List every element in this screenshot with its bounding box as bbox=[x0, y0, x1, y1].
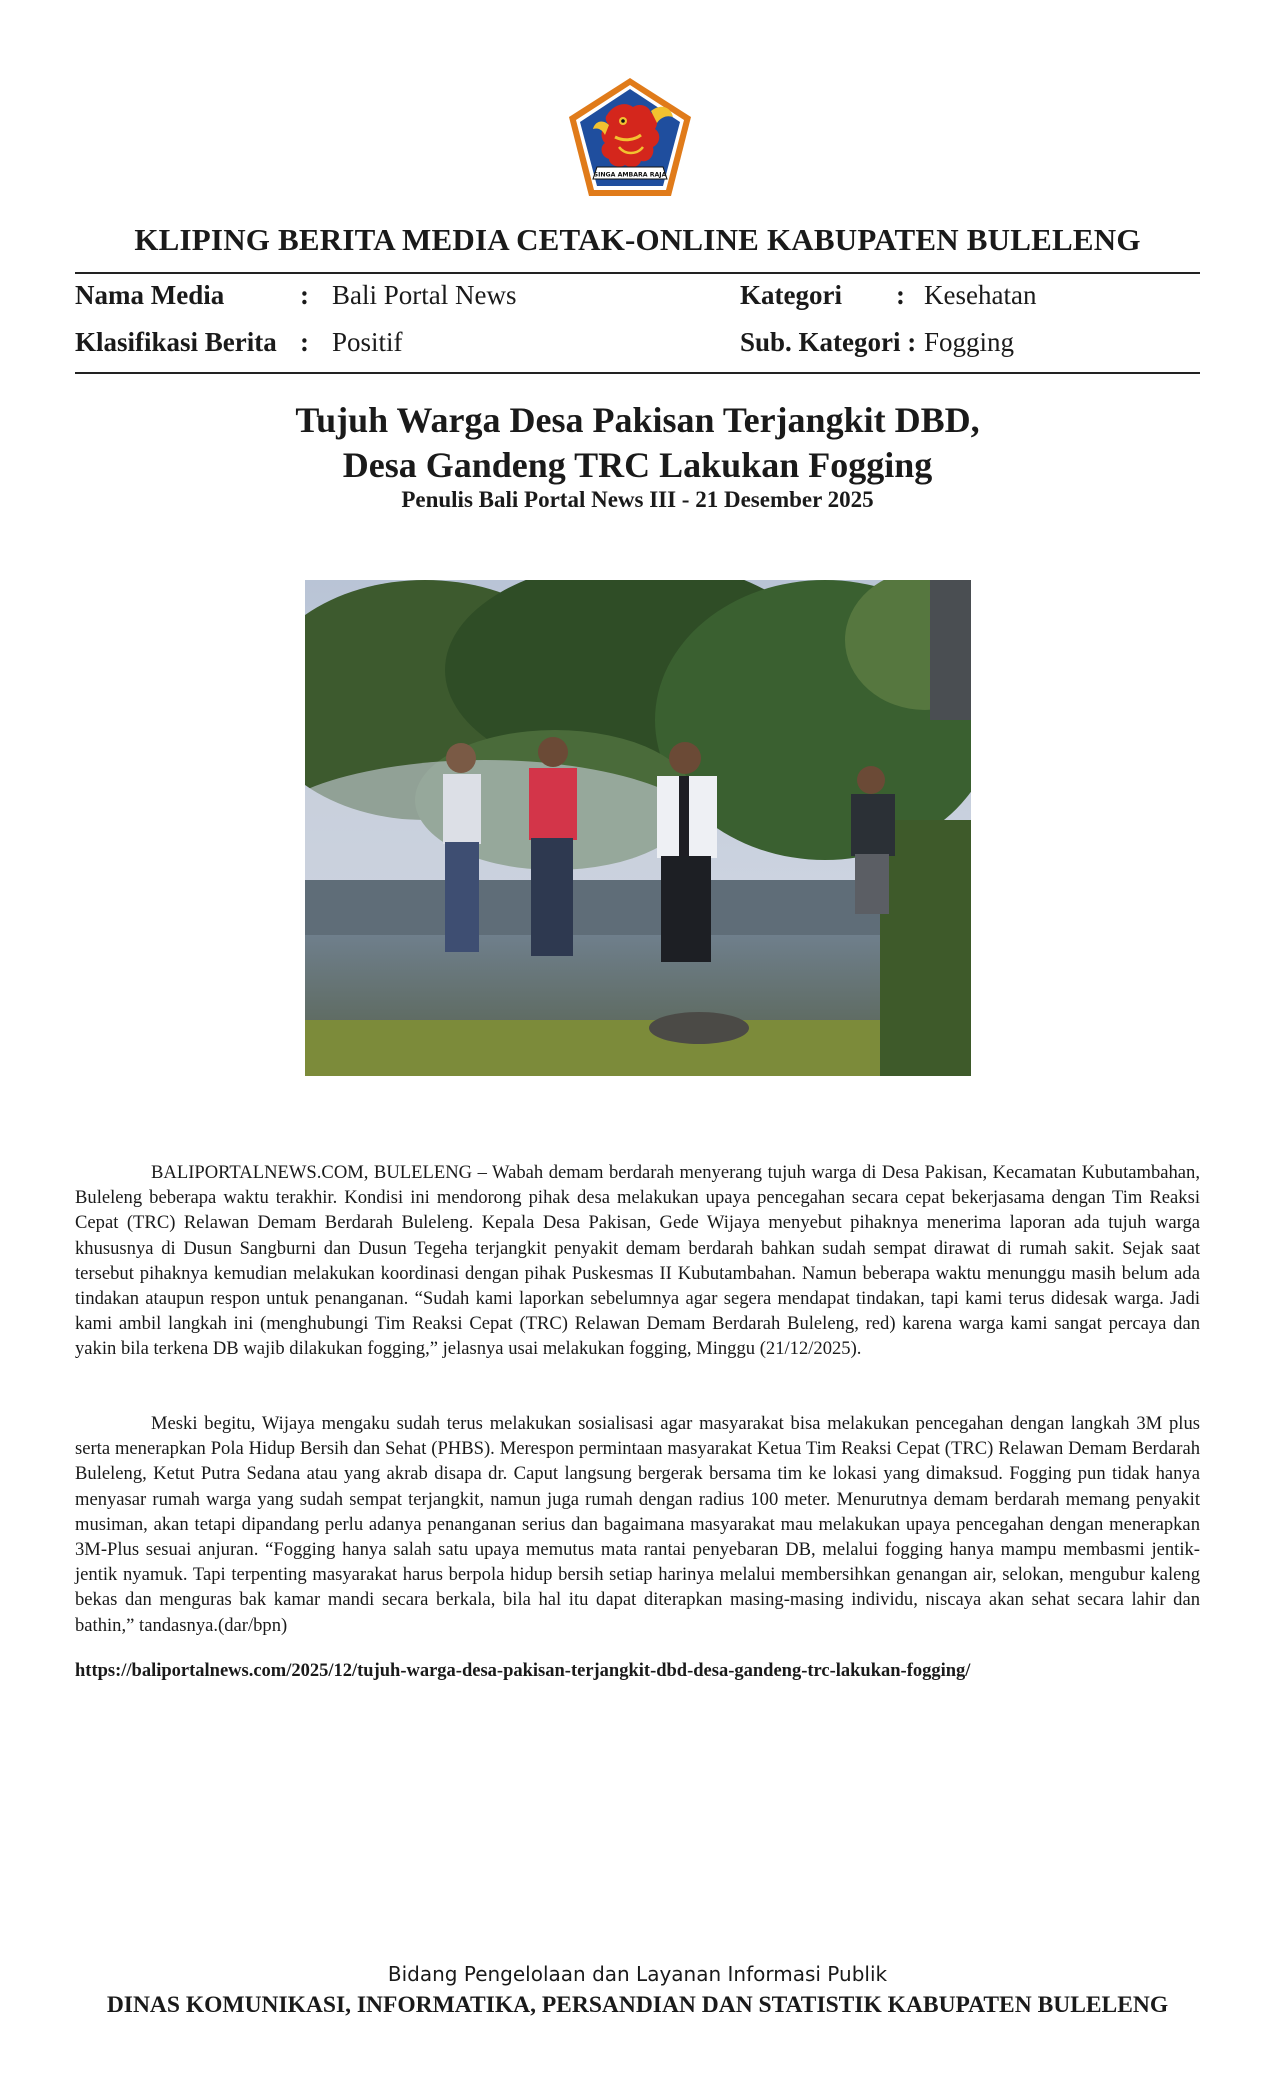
emblem-icon bbox=[563, 75, 697, 199]
sub-kategori-value: Fogging bbox=[924, 327, 1015, 357]
header-divider-top bbox=[75, 272, 1200, 274]
klasifikasi-label: Klasifikasi Berita bbox=[75, 327, 277, 357]
klasifikasi-colon: : bbox=[300, 327, 309, 357]
footer-subtitle: Bidang Pengelolaan dan Layanan Informasi Publik bbox=[387, 1962, 888, 1986]
nama-media-value: Bali Portal News bbox=[332, 280, 517, 310]
article-title-line-2: Desa Gandeng TRC Lakukan Fogging bbox=[342, 445, 933, 485]
article-title-line-1: Tujuh Warga Desa Pakisan Terjangkit DBD, bbox=[295, 400, 980, 440]
article-byline: Penulis Bali Portal News III - 21 Desember 2025 bbox=[401, 487, 874, 512]
nama-media-label: Nama Media bbox=[75, 280, 225, 310]
kategori-label: Kategori bbox=[740, 280, 842, 310]
kategori-value: Kesehatan bbox=[924, 280, 1037, 310]
article-title bbox=[0, 398, 1275, 488]
kategori-colon: : bbox=[896, 280, 905, 310]
sub-kategori-label: Sub. Kategori : bbox=[740, 327, 917, 357]
kabupaten-buleleng-logo bbox=[563, 75, 697, 199]
article-paragraph-1: BALIPORTALNEWS.COM, BULELENG – Wabah demam berdarah menyerang tujuh warga di Desa Pakisan, Kecamatan Kubutambahan, Buleleng beberapa waktu terakhir. Kondisi ini mendorong pihak desa melakukan upaya pencegahan secara cepat bekerjasama dengan Tim Reaksi Cepat (TRC) Relawan Demam Berdarah Buleleng. Kepala Desa Pakisan, Gede Wijaya menyebut pihaknya menerima laporan ada tujuh warga khususnya di Dusun Sangburni dan Dusun Tegeha terjangkit penyakit demam berdarah bahkan sudah sempat dirawat di rumah sakit. Sejak saat tersebut pihaknya kemudian melakukan koordinasi dengan pihak Puskesmas II Kubutambahan. Namun beberapa waktu menunggu masih belum ada tindakan ataupun respon untuk penanganan. “Sudah kami laporkan sebelumnya agar segera mendapat tindakan, tapi kami terus didesak warga. Jadi kami ambil langkah ini (menghubungi Tim Reaksi Cepat (TRC) Relawan Demam Berdarah Buleleng, red) karena warga kami sangat percaya dan yakin bila terkena DB wajib dilakukan fogging,” jelasnya usai melakukan fogging, Minggu (21/12/2025). bbox=[75, 1162, 1200, 1360]
klasifikasi-value: Positif bbox=[332, 327, 403, 357]
article-photo bbox=[305, 580, 971, 1076]
document-header-title: KLIPING BERITA MEDIA CETAK-ONLINE KABUPATEN BULELENG bbox=[134, 222, 1141, 257]
nama-media-colon: : bbox=[300, 280, 309, 310]
footer-title: DINAS KOMUNIKASI, INFORMATIKA, PERSANDIAN DAN STATISTIK KABUPATEN BULELENG bbox=[106, 1992, 1169, 2018]
article-paragraph-2: Meski begitu, Wijaya mengaku sudah terus melakukan sosialisasi agar masyarakat bisa melakukan pencegahan dengan langkah 3M plus serta menerapkan Pola Hidup Bersih dan Sehat (PHBS). Merespon permintaan masyarakat Ketua Tim Reaksi Cepat (TRC) Relawan Demam Berdarah Buleleng, Ketut Putra Sedana atau yang akrab disapa dr. Caput langsung bergerak bersama tim ke lokasi yang dimaksud. Fogging pun tidak hanya menyasar rumah warga yang sudah sempat terjangkit, namun juga rumah dengan radius 100 meter. Menurutnya demam berdarah memang penyakit musiman, akan tetapi dipandang perlu adanya penanganan serius dan bagaimana masyarakat mau melakukan upaya pencegahan dengan menerapkan 3M-Plus sesuai anjuran. “Fogging hanya salah satu upaya memutus mata rantai penyebaran DB, melalui fogging hanya mampu membasmi jentik-jentik nyamuk. Tapi terpenting masyarakat harus berpola hidup bersih setiap harinya melalui membersihkan genangan air, selokan, mengubur kaleng bekas dan menguras bak kamar mandi secara berkala, bila hal itu dapat diterapkan masing-masing individu, niscaya akan sehat secara lahir dan bathin,” tandasnya.(dar/bpn) bbox=[75, 1413, 1200, 1636]
article-source-link[interactable]: https://baliportalnews.com/2025/12/tujuh-warga-desa-pakisan-terjangkit-dbd-desa-gandeng-trc-lakukan-fogging/ bbox=[75, 1661, 971, 1681]
news-photo-icon bbox=[305, 580, 971, 1076]
logo-motto: SINGA AMBARA RAJA bbox=[593, 171, 667, 179]
header-divider-bottom bbox=[75, 372, 1200, 374]
